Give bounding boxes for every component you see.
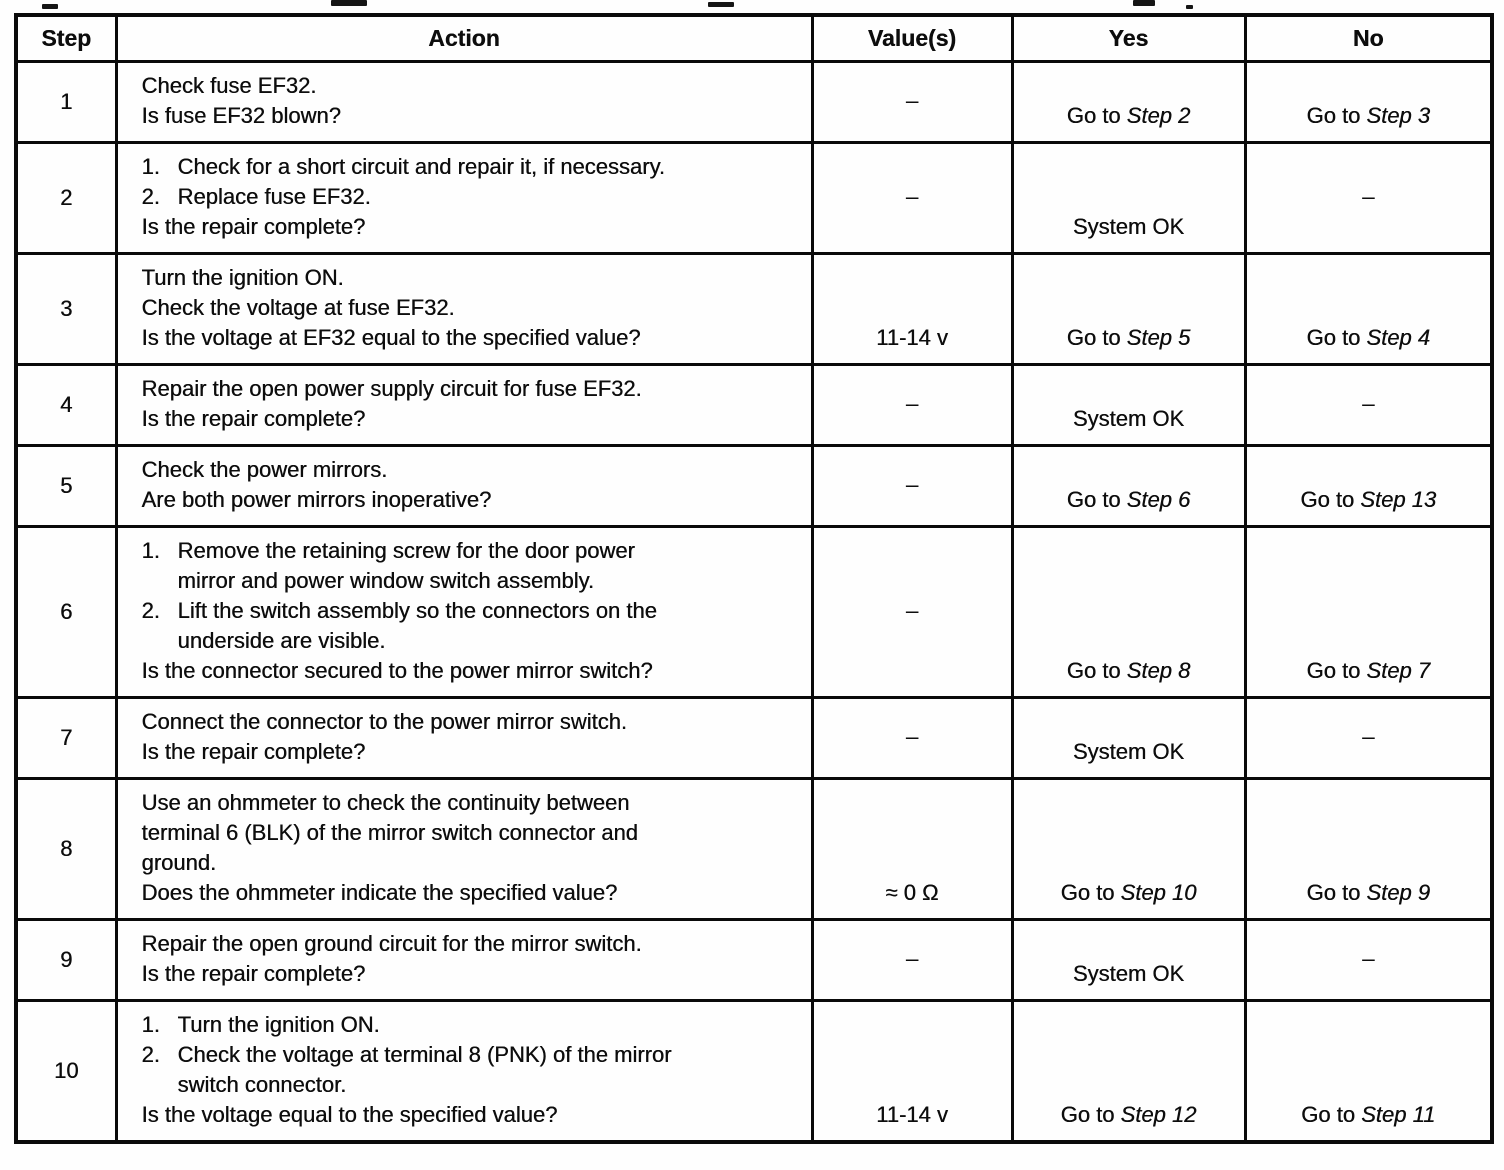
step-reference-italic: Step 7: [1366, 658, 1431, 683]
no-cell: [1245, 254, 1492, 365]
action-numbered-item: 2. Replace fuse EF32.: [142, 182, 801, 212]
table-row: [16, 1001, 1492, 1143]
yes-cell: [1012, 698, 1245, 779]
yes-text: System OK: [1072, 961, 1185, 986]
no-text: –: [1362, 724, 1375, 749]
value-cell: [812, 446, 1012, 527]
step-number: 5: [60, 473, 73, 498]
value-cell: [812, 365, 1012, 446]
step-cell: [16, 698, 116, 779]
goto-step-reference: Go to Step 3: [1306, 103, 1431, 128]
step-reference-italic: Step 5: [1126, 325, 1191, 350]
action-cell: [116, 527, 812, 698]
table-row: [16, 527, 1492, 698]
value-cell: [812, 62, 1012, 143]
yes-cell: [1012, 143, 1245, 254]
yes-cell: [1012, 920, 1245, 1001]
yes-cell: [1012, 527, 1245, 698]
no-cell: [1245, 62, 1492, 143]
action-numbered-item: 2. Check the voltage at terminal 8 (PNK) of the mirror: [142, 1040, 801, 1070]
action-cell: [116, 254, 812, 365]
goto-step-reference: Go to Step 13: [1300, 487, 1437, 512]
no-cell: [1245, 920, 1492, 1001]
step-cell: [16, 62, 116, 143]
value-text: 11-14 v: [876, 325, 948, 350]
table-row: [16, 779, 1492, 920]
action-numbered-item: 1. Check for a short circuit and repair it, if necessary.: [142, 152, 801, 182]
action-line: Repair the open ground circuit for the mirror switch.: [141, 931, 642, 956]
action-cell: [116, 1001, 812, 1143]
value-cell: [812, 698, 1012, 779]
no-cell: [1245, 779, 1492, 920]
no-text: –: [1362, 946, 1375, 971]
action-line: Is the connector secured to the power mirror switch?: [141, 658, 653, 683]
list-number: 1.: [141, 1012, 160, 1037]
step-cell: [16, 254, 116, 365]
yes-cell: [1012, 254, 1245, 365]
action-line: Is the repair complete?: [141, 961, 366, 986]
step-cell: [16, 1001, 116, 1143]
goto-step-reference: Go to Step 4: [1306, 325, 1431, 350]
step-cell: [16, 779, 116, 920]
step-reference-italic: Step 3: [1366, 103, 1431, 128]
step-number: 8: [60, 836, 73, 861]
step-reference-italic: Step 2: [1126, 103, 1191, 128]
action-cell: [116, 920, 812, 1001]
step-reference-italic: Step 10: [1120, 880, 1197, 905]
yes-text: System OK: [1072, 214, 1185, 239]
value-text: –: [905, 598, 919, 623]
action-line: mirror and power window switch assembly.: [177, 568, 595, 593]
action-line: Check the voltage at fuse EF32.: [141, 295, 455, 320]
step-cell: [16, 446, 116, 527]
step-number: 2: [60, 185, 73, 210]
action-cell: [116, 446, 812, 527]
action-cell: [116, 365, 812, 446]
scan-artifact: [1186, 5, 1193, 9]
step-reference-italic: Step 8: [1126, 658, 1191, 683]
scan-artifact: [331, 0, 367, 6]
header-yes: Yes: [1012, 15, 1245, 62]
step-reference-italic: Step 13: [1360, 487, 1437, 512]
value-text: –: [905, 472, 919, 497]
action-cell: [116, 698, 812, 779]
scan-artifact: [1133, 0, 1155, 6]
goto-step-reference: Go to Step 8: [1066, 658, 1191, 683]
yes-cell: [1012, 1001, 1245, 1143]
action-line: Use an ohmmeter to check the continuity between: [141, 790, 630, 815]
action-line: Does the ohmmeter indicate the specified value?: [141, 880, 618, 905]
goto-step-reference: Go to Step 11: [1301, 1102, 1436, 1127]
header-values: Value(s): [812, 15, 1012, 62]
yes-text: System OK: [1072, 739, 1185, 764]
step-cell: [16, 143, 116, 254]
yes-cell: [1012, 779, 1245, 920]
value-text: ≈ 0 Ω: [885, 880, 939, 905]
action-line: Are both power mirrors inoperative?: [141, 487, 492, 512]
value-cell: [812, 920, 1012, 1001]
no-cell: [1245, 527, 1492, 698]
table-header: [16, 15, 1492, 62]
action-cell: [116, 779, 812, 920]
step-cell: [16, 365, 116, 446]
table-row: [16, 698, 1492, 779]
yes-cell: [1012, 446, 1245, 527]
action-numbered-item: 1. Remove the retaining screw for the door power: [142, 536, 801, 566]
action-line: Is the repair complete?: [141, 214, 366, 239]
yes-text: System OK: [1072, 406, 1185, 431]
step-number: 3: [60, 296, 73, 321]
action-line: terminal 6 (BLK) of the mirror switch connector and: [141, 820, 638, 845]
step-reference-italic: Step 4: [1366, 325, 1431, 350]
action-line: Turn the ignition ON.: [141, 265, 344, 290]
action-line: Is fuse EF32 blown?: [141, 103, 341, 128]
scan-artifact: [42, 4, 58, 9]
action-numbered-item: 1. Turn the ignition ON.: [142, 1010, 801, 1040]
value-text: –: [905, 88, 919, 113]
action-numbered-item: 2. Lift the switch assembly so the connectors on the: [142, 596, 801, 626]
scan-artifact: [708, 2, 734, 7]
action-line: Is the voltage at EF32 equal to the specified value?: [141, 325, 641, 350]
action-line: Is the voltage equal to the specified value?: [141, 1102, 558, 1127]
table-body: [16, 62, 1492, 1143]
header-row: [16, 15, 1492, 62]
value-text: –: [905, 184, 919, 209]
action-line: Repair the open power supply circuit for fuse EF32.: [141, 376, 642, 401]
table-row: [16, 254, 1492, 365]
value-text: 11-14 v: [876, 1102, 948, 1127]
goto-step-reference: Go to Step 7: [1306, 658, 1431, 683]
table-row: [16, 365, 1492, 446]
no-cell: [1245, 365, 1492, 446]
action-line: underside are visible.: [177, 628, 386, 653]
value-cell: [812, 143, 1012, 254]
list-number: 2.: [141, 598, 160, 623]
action-line: Check fuse EF32.: [141, 73, 317, 98]
header-step: Step: [16, 15, 116, 62]
list-number: 1.: [141, 154, 160, 179]
step-number: 7: [60, 725, 73, 750]
step-reference-italic: Step 9: [1366, 880, 1431, 905]
action-line: Connect the connector to the power mirror switch.: [141, 709, 627, 734]
table-row: [16, 62, 1492, 143]
table-row: [16, 143, 1492, 254]
table-row: [16, 446, 1492, 527]
table-row: [16, 920, 1492, 1001]
goto-step-reference: Go to Step 12: [1060, 1102, 1197, 1127]
goto-step-reference: Go to Step 6: [1066, 487, 1191, 512]
value-cell: [812, 527, 1012, 698]
header-no: No: [1245, 15, 1492, 62]
step-reference-italic: Step 11: [1361, 1102, 1436, 1127]
action-line: ground.: [141, 850, 217, 875]
step-cell: [16, 527, 116, 698]
value-cell: [812, 1001, 1012, 1143]
goto-step-reference: Go to Step 5: [1066, 325, 1191, 350]
value-cell: [812, 779, 1012, 920]
no-cell: [1245, 1001, 1492, 1143]
value-cell: [812, 254, 1012, 365]
action-cell: [116, 143, 812, 254]
goto-step-reference: Go to Step 9: [1306, 880, 1431, 905]
action-cell: [116, 62, 812, 143]
no-text: –: [1362, 184, 1375, 209]
step-number: 4: [60, 392, 73, 417]
goto-step-reference: Go to Step 2: [1066, 103, 1191, 128]
list-number: 2.: [141, 1042, 160, 1067]
diagnostic-table: [14, 13, 1494, 1144]
no-text: –: [1362, 391, 1375, 416]
value-text: –: [905, 946, 919, 971]
step-number: 10: [54, 1058, 79, 1083]
no-cell: [1245, 446, 1492, 527]
step-reference-italic: Step 12: [1120, 1102, 1197, 1127]
list-number: 2.: [141, 184, 160, 209]
step-cell: [16, 920, 116, 1001]
action-line: switch connector.: [177, 1072, 347, 1097]
action-line: Is the repair complete?: [141, 739, 366, 764]
header-action: Action: [116, 15, 812, 62]
no-cell: [1245, 143, 1492, 254]
action-line: Is the repair complete?: [141, 406, 366, 431]
no-cell: [1245, 698, 1492, 779]
list-number: 1.: [141, 538, 160, 563]
step-number: 6: [60, 599, 73, 624]
yes-cell: [1012, 365, 1245, 446]
value-text: –: [905, 391, 919, 416]
step-number: 1: [60, 89, 73, 114]
value-text: –: [905, 724, 919, 749]
goto-step-reference: Go to Step 10: [1060, 880, 1197, 905]
step-number: 9: [60, 947, 73, 972]
step-reference-italic: Step 6: [1126, 487, 1191, 512]
action-line: Check the power mirrors.: [141, 457, 388, 482]
yes-cell: [1012, 62, 1245, 143]
